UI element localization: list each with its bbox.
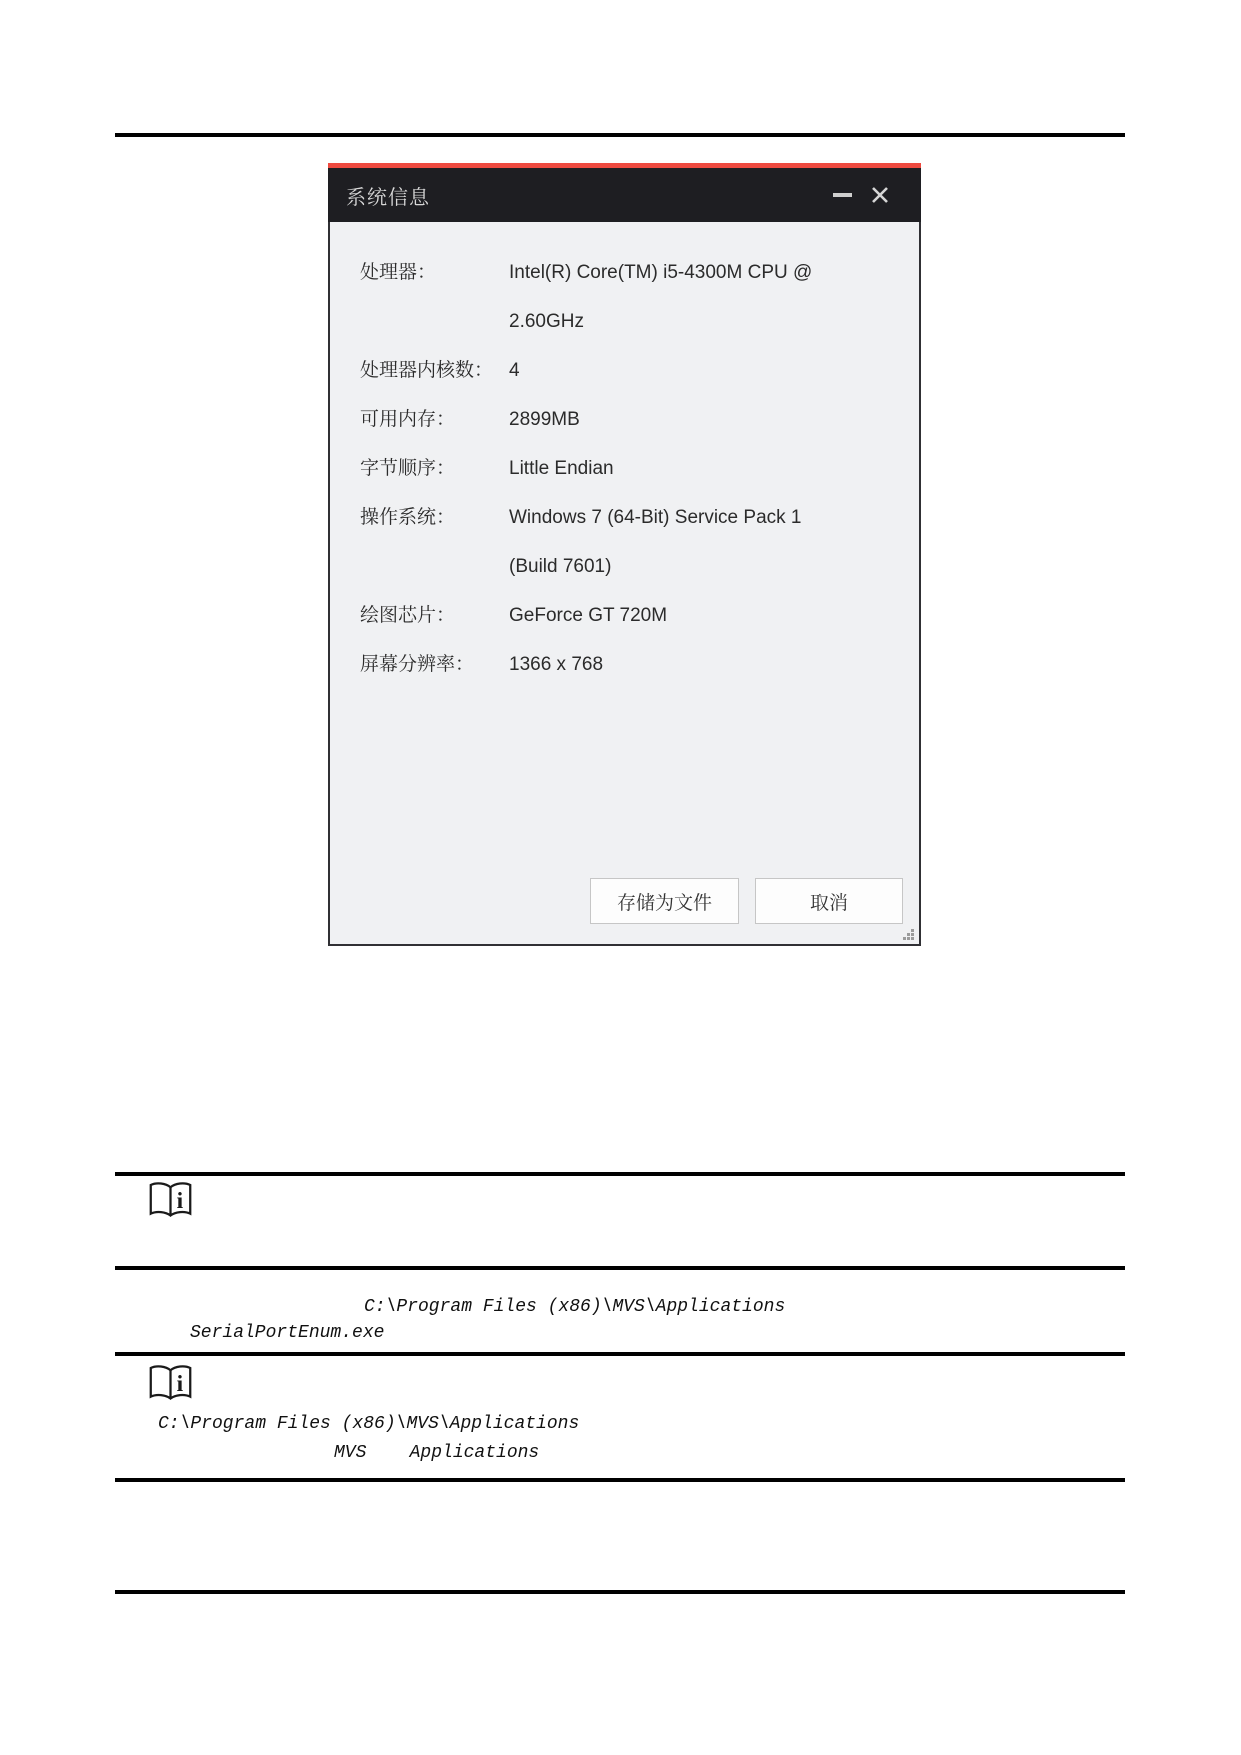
- note-book-icon: [147, 1363, 194, 1404]
- svg-text:i: i: [176, 1371, 184, 1398]
- row-value: Intel(R) Core(TM) i5-4300M CPU @ 2.60GHz: [509, 262, 813, 332]
- note1-exe-text: SerialPortEnum.exe: [190, 1323, 385, 1343]
- row-label: 字节顺序：: [360, 458, 456, 479]
- row-processor: [330, 248, 919, 346]
- row-cpu-cores: [330, 346, 919, 395]
- note-book-icon: [147, 1180, 194, 1221]
- row-value: 4: [509, 360, 520, 381]
- row-value: 2899MB: [509, 409, 580, 430]
- row-byte-order: [330, 444, 919, 493]
- close-button[interactable]: [861, 176, 899, 214]
- save-as-file-button[interactable]: 存储为文件: [590, 878, 739, 924]
- svg-text:i: i: [176, 1188, 184, 1215]
- note2-bottom-rule: [115, 1478, 1125, 1482]
- note2-folder-text: MVS Applications: [334, 1443, 540, 1463]
- row-label: 操作系统：: [360, 507, 456, 528]
- note1-path-text: C:\Program Files (x86)\MVS\Applications: [364, 1297, 786, 1317]
- row-value: GeForce GT 720M: [509, 605, 668, 626]
- row-label: 屏幕分辨率：: [360, 654, 475, 675]
- row-value: Little Endian: [509, 458, 614, 479]
- row-label: 可用内存：: [360, 409, 456, 430]
- dialog-title: 系统信息: [346, 186, 430, 209]
- row-available-memory: [330, 395, 919, 444]
- row-value: Windows 7 (64-Bit) Service Pack 1 (Build 7601): [509, 507, 802, 577]
- note1-mid-rule: [115, 1266, 1125, 1270]
- resize-grip[interactable]: [899, 925, 916, 942]
- cancel-button[interactable]: 取消: [755, 878, 903, 924]
- dialog-content: [328, 222, 921, 946]
- minimize-button[interactable]: [823, 176, 861, 214]
- note1-bottom-rule: [115, 1352, 1125, 1356]
- row-operating-system: [330, 493, 919, 591]
- minimize-icon: [833, 193, 852, 197]
- page-footer-rule: [115, 1590, 1125, 1594]
- system-info-list: [330, 222, 919, 689]
- close-icon: [870, 185, 890, 205]
- row-graphics-chip: [330, 591, 919, 640]
- system-info-dialog: [328, 163, 921, 946]
- row-label: 处理器内核数：: [360, 360, 494, 381]
- row-label: 绘图芯片：: [360, 605, 456, 626]
- row-label: 处理器：: [360, 262, 437, 283]
- note2-path-text: C:\Program Files (x86)\MVS\Applications: [158, 1414, 580, 1434]
- page-header-rule: [115, 133, 1125, 137]
- row-screen-resolution: [330, 640, 919, 689]
- row-value: 1366 x 768: [509, 654, 604, 675]
- dialog-titlebar: [328, 163, 921, 222]
- note1-top-rule: [115, 1172, 1125, 1176]
